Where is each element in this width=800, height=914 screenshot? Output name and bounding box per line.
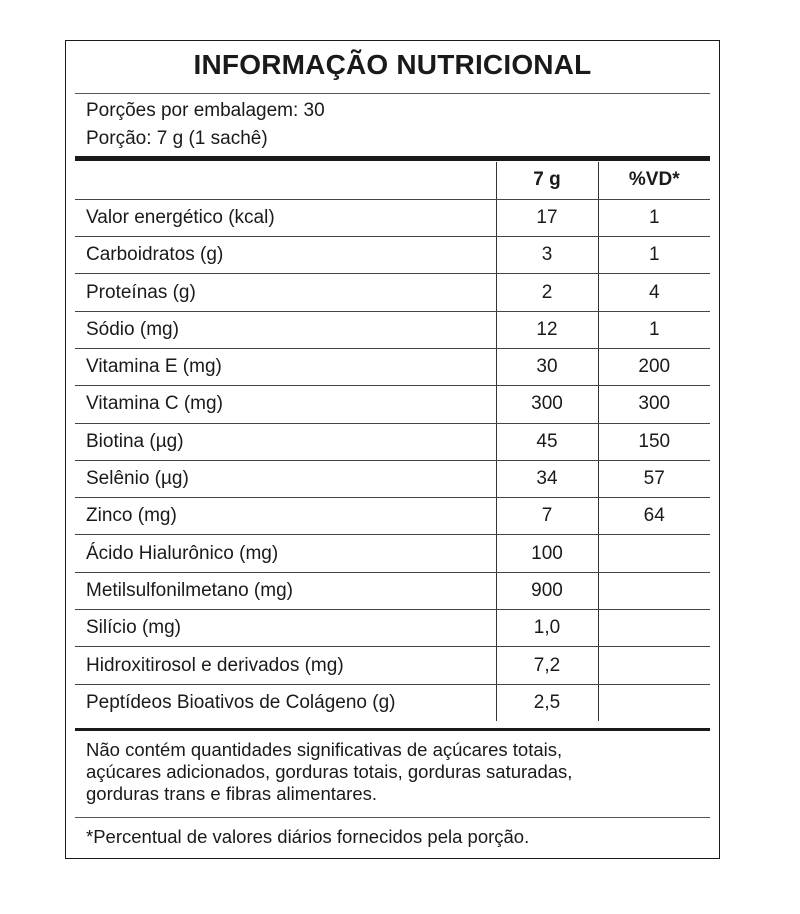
footnote: *Percentual de valores diários fornecidos pela porção.: [86, 826, 530, 847]
header-label: [75, 162, 496, 199]
amount-value: 1,0: [496, 610, 598, 647]
header-dv: %VD*: [598, 162, 710, 199]
dv-value: [598, 610, 710, 647]
nutrition-facts-panel: [65, 40, 720, 859]
servings-per-package: Porções por embalagem: 30: [86, 100, 325, 121]
amount-value: 17: [496, 199, 598, 236]
dv-value: 1: [598, 199, 710, 236]
table-row: [75, 610, 710, 647]
nutrient-label: Ácido Hialurônico (mg): [75, 535, 496, 572]
amount-value: 3: [496, 237, 598, 274]
serving-size: Porção: 7 g (1 sachê): [86, 128, 268, 149]
nutrient-label: Vitamina C (mg): [75, 386, 496, 423]
nutrition-table: [75, 162, 710, 721]
nutrient-label: Valor energético (kcal): [75, 199, 496, 236]
note-line: Não contém quantidades significativas de açúcares totais,: [86, 739, 563, 760]
dv-value: [598, 647, 710, 684]
title-divider: [75, 93, 710, 94]
dv-value: 57: [598, 460, 710, 497]
dv-value: 150: [598, 423, 710, 460]
nutrient-label: Metilsulfonilmetano (mg): [75, 572, 496, 609]
dv-value: 1: [598, 311, 710, 348]
note-line: gorduras trans e fibras alimentares.: [86, 783, 377, 804]
amount-value: 45: [496, 423, 598, 460]
dv-value: [598, 572, 710, 609]
disclaimer-note: [86, 739, 705, 805]
amount-value: 30: [496, 348, 598, 385]
amount-value: 300: [496, 386, 598, 423]
dv-value: [598, 684, 710, 721]
table-row: [75, 423, 710, 460]
table-row: [75, 535, 710, 572]
amount-value: 7: [496, 498, 598, 535]
amount-value: 100: [496, 535, 598, 572]
nutrient-label: Zinco (mg): [75, 498, 496, 535]
amount-value: 2: [496, 274, 598, 311]
table-row: [75, 348, 710, 385]
nutrient-label: Peptídeos Bioativos de Colágeno (g): [86, 692, 396, 714]
table-row: [75, 199, 710, 236]
nutrient-label: Silício (mg): [75, 610, 496, 647]
nutrient-label: Selênio (µg): [75, 460, 496, 497]
table-row: [75, 460, 710, 497]
nutrient-label: Carboidratos (g): [75, 237, 496, 274]
amount-value: 2,5: [496, 684, 598, 721]
note-divider: [75, 817, 710, 818]
table-row: [75, 498, 710, 535]
nutrient-label: Hidroxitirosol e derivados (mg): [75, 647, 496, 684]
header-amount: 7 g: [496, 162, 598, 199]
dv-value: 1: [598, 237, 710, 274]
table-body: [75, 199, 710, 721]
table-row: [75, 237, 710, 274]
nutrient-label: Proteínas (g): [75, 274, 496, 311]
amount-value: 12: [496, 311, 598, 348]
dv-value: [598, 535, 710, 572]
amount-value: 34: [496, 460, 598, 497]
nutrient-label: Biotina (µg): [75, 423, 496, 460]
amount-value: 900: [496, 572, 598, 609]
nutrient-label: Vitamina E (mg): [75, 348, 496, 385]
thick-divider: [75, 156, 710, 161]
table-header-row: [75, 162, 710, 199]
dv-value: 64: [598, 498, 710, 535]
table-row: [75, 311, 710, 348]
note-line: açúcares adicionados, gorduras totais, gorduras saturadas,: [86, 761, 573, 782]
dv-value: 300: [598, 386, 710, 423]
table-row: [75, 274, 710, 311]
table-row: [75, 647, 710, 684]
dv-value: 200: [598, 348, 710, 385]
table-row: [75, 386, 710, 423]
dv-value: 4: [598, 274, 710, 311]
amount-value: 7,2: [496, 647, 598, 684]
panel-title: INFORMAÇÃO NUTRICIONAL: [193, 49, 592, 80]
nutrient-label: Sódio (mg): [75, 311, 496, 348]
bottom-thick-divider: [75, 728, 710, 731]
table-row: [75, 572, 710, 609]
table-row: [75, 684, 710, 721]
